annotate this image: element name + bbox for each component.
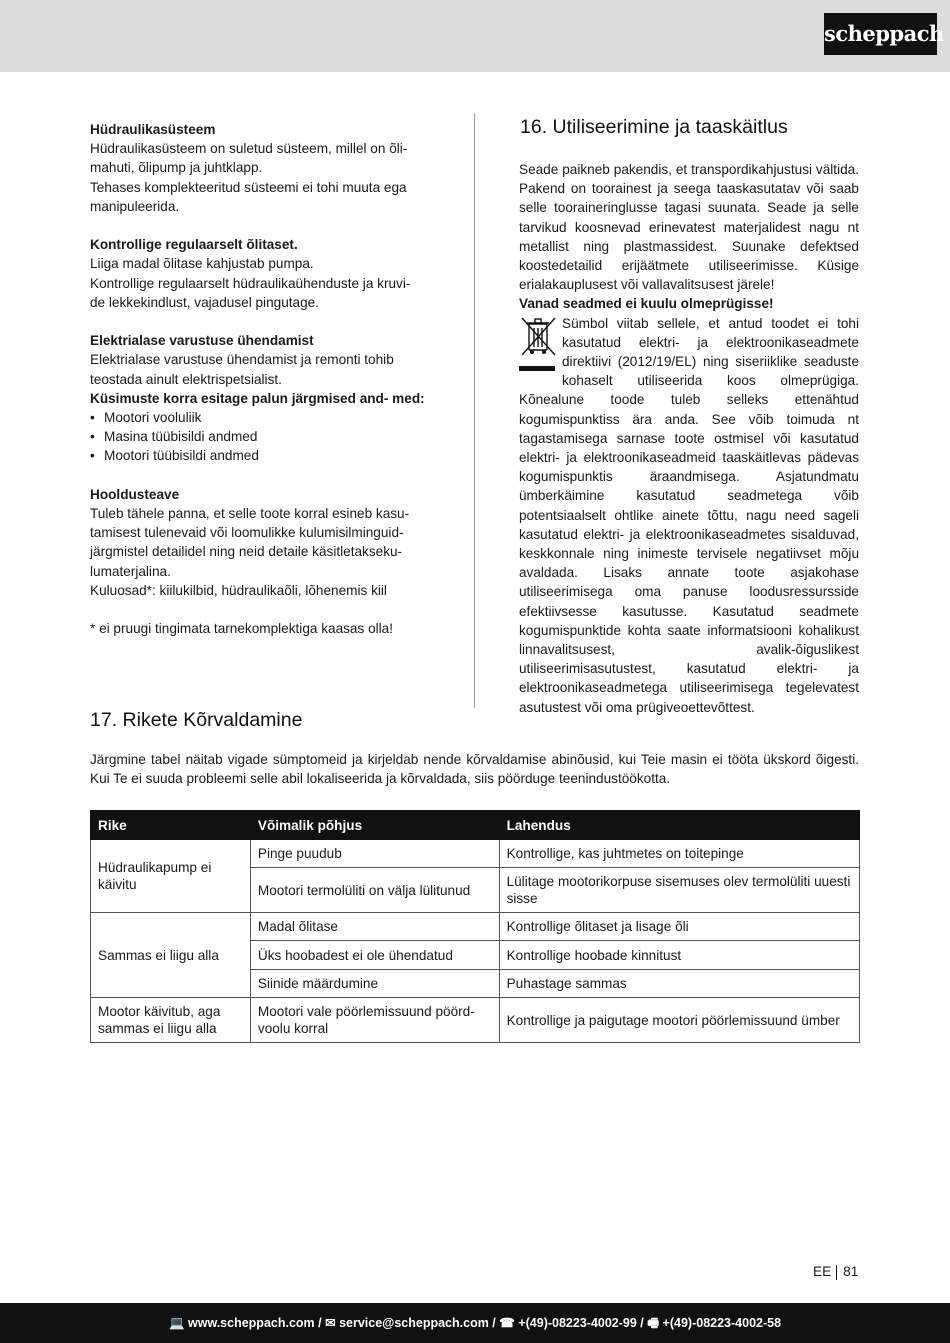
table-row	[91, 998, 860, 1043]
maintenance-heading: Hooldusteave	[90, 486, 180, 502]
header-bar	[0, 0, 950, 72]
weee-paragraph: Sümbol viitab sellele, et antud toodet ei tohi kasutatud elektri- ja elektroonikaseadmete direktiivi (2012/19/EL) ning siseriiklike seaduste kohaselt utiliseerida koos olmeprügiga. Kõnealune toode tuleb selleks ettenähtud kogumispunktiss ära anda. See võib toimuda nt tagastamisega sarnase toote ostmisel või kasutatud elektri- ja elektroonikaseadmeid taaskäitlevas pädevas kogumispunktis äraandmisega. Asjatundmatu ümberkäimine kasutatud seadmetega võib potentsiaalselt ohtlike ainete tõttu, nagu need sageli kasutatud elektri- ja elektroonikaseadmetes sisalduvad, keskkonnale ning inimeste tervisele negatiivset mõju avaldada. Lisaks annate toote asjakohase utiliseerimisega oma panuse loodusressursside efektiivsesse kasutusse. Kasutatud seadmete kogumispunktide kohta saate informatsiooni kohalikust linnavalitsusest, avalik-õiguslikest utiliseerimisasutustest, kasutatud elektri- ja elektroonikaseadmetega utiliseerimisega tegelevatest asutustest või oma prügiveoettevõttest.	[519, 315, 859, 715]
phone-icon: ☎	[499, 1316, 515, 1330]
text-line: manipuleerida.	[90, 198, 180, 214]
cause-cell: Madal õlitase	[250, 913, 499, 941]
electrical-heading: Elektrialase varustuse ühendamist	[90, 333, 314, 349]
weee-bin-icon	[519, 315, 559, 373]
disposal-paragraph: Seade paikneb pakendis, et transpordikahjustusi vältida. Pakend on toorainest ja seega taaskasutatav või saab selle tooraineringlusse tagasi suunata. Seade ja selle tarvikud koosnevad erinevatest materjalidest nagu nt metallist ning plastmassidest. Suunake defektsed koostedetailid erijäätmete utiliseerimisse. Küsige erialakauplusest või vallavalitsusest järele!	[519, 162, 859, 293]
right-column	[519, 160, 859, 717]
footer-bar	[0, 1303, 950, 1343]
inquiry-list	[90, 408, 430, 466]
fault-cell: Mootor käivitub, aga sammas ei liigu alla	[91, 998, 251, 1043]
text-line: Kuluosad*: kiilukilbid, hüdraulikaõli, lõhenemis kiil	[90, 582, 387, 598]
column-divider	[474, 113, 475, 708]
cause-cell: Mootori termolüliti on välja lülitunud	[250, 868, 499, 913]
cause-cell: Mootori vale pöörlemissuund pöörd- voolu korral	[250, 998, 499, 1043]
text-line: mahuti, õlipump ja juhtklapp.	[90, 160, 263, 176]
troubleshooting-table	[90, 810, 860, 1043]
table-header-row	[91, 811, 860, 840]
solution-cell: Kontrollige õlitaset ja lisage õli	[499, 913, 859, 941]
text-line: Tehases komplekteeritud süsteemi ei tohi muuta ega	[90, 179, 407, 195]
table-row	[91, 840, 860, 868]
text-line: Liiga madal õlitase kahjustab pumpa.	[90, 256, 314, 272]
page-number-value: 81	[843, 1264, 859, 1279]
text-line: teostada ainult elektrispetsialist.	[90, 371, 282, 387]
text-line: järgmistel detailidel ning neid detaile käsitletakseku-	[90, 544, 403, 560]
oil-level-heading: Kontrollige regulaarselt õlitaset.	[90, 237, 298, 253]
list-item: • Mootori tüübisildi andmed	[90, 446, 430, 465]
solution-cell: Lülitage mootorikorpuse sisemuses olev termolüliti uuesti sisse	[499, 868, 859, 913]
troubleshooting-intro: Järgmine tabel näitab vigade sümptomeid ja kirjeldab nende kõrvaldamise abinõusid, kui Teie masin ei tööta ükskord õigesti. Kui Te ei suuda probleemi selle abil lokaliseerida ja kõrvaldada, siis pöörduge teenindustöökotta.	[90, 752, 859, 787]
fault-cell: Hüdraulikapump ei käivitu	[91, 840, 251, 913]
fault-cell: Sammas ei liigu alla	[91, 913, 251, 998]
col-header-fault: Rike	[91, 811, 251, 840]
text-line: lumaterjalina.	[90, 563, 171, 579]
solution-cell: Kontrollige ja paigutage mootori pöörlemissuund ümber	[499, 998, 859, 1043]
email-link[interactable]: service@scheppach.com /	[339, 1316, 496, 1330]
cause-cell: Pinge puudub	[250, 840, 499, 868]
left-column	[90, 120, 430, 638]
section-17-title: 17. Rikete Kõrvaldamine	[90, 709, 303, 731]
text-line: Hüdraulikasüsteem on suletud süsteem, millel on õli-	[90, 141, 408, 157]
fax-icon: 🖷	[647, 1316, 660, 1330]
solution-cell: Kontrollige, kas juhtmetes on toitepinge	[499, 840, 859, 868]
hydraulic-heading: Hüdraulikasüsteem	[90, 122, 216, 137]
website-link[interactable]: www.scheppach.com /	[188, 1316, 322, 1330]
list-item: • Mootori vooluliik	[90, 408, 430, 427]
scheppach-logo	[824, 13, 944, 55]
logo-text: scheppach	[824, 21, 944, 46]
fax-number: +(49)-08223-4002-58	[662, 1316, 782, 1330]
old-devices-heading: Vanad seadmed ei kuulu olmeprügisse!	[519, 296, 774, 312]
solution-cell: Kontrollige hoobade kinnitust	[499, 941, 859, 970]
col-header-cause: Võimalik põhjus	[250, 811, 499, 840]
text-line: de lekkekindlust, vajadusel pingutage.	[90, 294, 319, 310]
text-line: Elektrialase varustuse ühendamist ja remonti tohib	[90, 352, 394, 368]
table-row	[91, 913, 860, 941]
page-number	[813, 1264, 858, 1280]
text-line: Tuleb tähele panna, et selle toote korral esineb kasu-	[90, 506, 410, 522]
mail-icon: ✉	[325, 1316, 336, 1330]
col-header-solution: Lahendus	[499, 811, 859, 840]
text-line: tamisest tulenevaid või loomulikke kulumisilminguid-	[90, 525, 404, 541]
language-code: EE	[813, 1264, 832, 1279]
footnote: * ei pruugi tingimata tarnekomplektiga kaasas olla!	[90, 621, 394, 637]
solution-cell: Puhastage sammas	[499, 970, 859, 998]
computer-icon: 💻	[168, 1316, 185, 1330]
section-16-title: 16. Utiliseerimine ja taaskäitlus	[520, 116, 788, 138]
text-line: Kontrollige regulaarselt hüdraulikaühenduste ja kruvi-	[90, 275, 411, 291]
phone-number: +(49)-08223-4002-99 /	[518, 1316, 644, 1330]
cause-cell: Üks hoobadest ei ole ühendatud	[250, 941, 499, 970]
cause-cell: Siinide määrdumine	[250, 970, 499, 998]
inquiry-heading: Küsimuste korra esitage palun järgmised and- med:	[90, 390, 425, 406]
list-item: • Masina tüübisildi andmed	[90, 427, 430, 446]
